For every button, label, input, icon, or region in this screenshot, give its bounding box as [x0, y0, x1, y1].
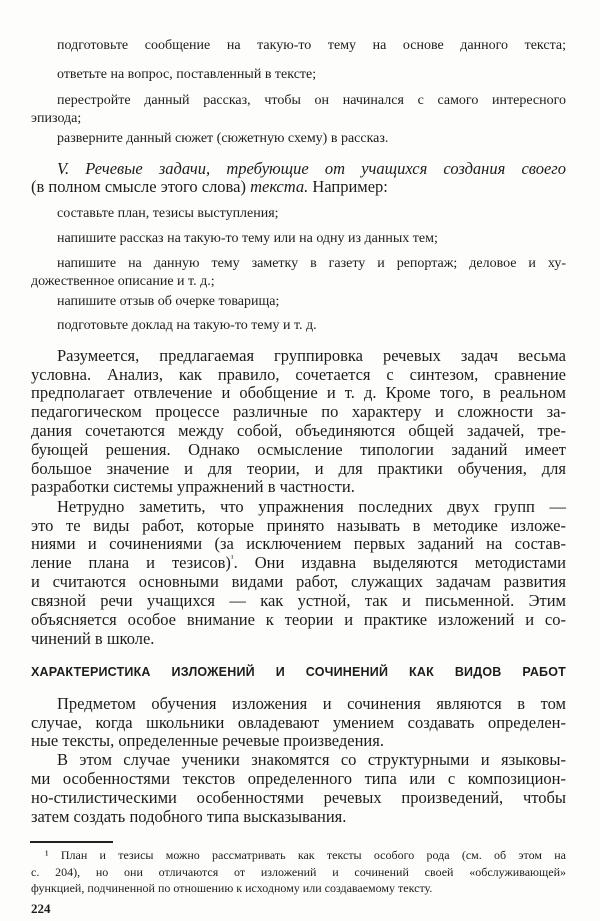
- text-segment: . Они издавна выделяются методистами: [233, 553, 566, 572]
- paragraph-line: предполагает отвлечение и обобщение и т. д. Кроме того, в реальном: [31, 383, 566, 402]
- list-item: напишите на данную тему заметку в газету и репортаж; деловое и ху-: [57, 256, 566, 271]
- list-item: перестройте данный рассказ, чтобы он начинался с самого интересного: [57, 93, 566, 108]
- paragraph-line: ные тексты, определенные речевые произведения.: [31, 731, 384, 750]
- list-item: напишите рассказ на такую-то тему или на одну из данных тем;: [57, 231, 438, 246]
- paragraph-line: дания сочетаются между собой, объединяются общей задачей, тре-: [31, 421, 566, 440]
- footnote-line: с. 204), но они отличаются от изложений и сочинений своей «обслуживающей»: [31, 865, 566, 879]
- paragraph-line: ниями и сочинениями (за исключением первых заданий на состав-: [31, 534, 566, 553]
- list-item: разверните данный сюжет (сюжетную схему) в рассказ.: [57, 131, 389, 146]
- list-item: ответьте на вопрос, поставленный в тексте;: [57, 67, 317, 82]
- paragraph-line: большое значение и для теории, и для практики обучения, для: [31, 459, 566, 478]
- paragraph-line: ми особенностями текстов определенного типа или с композицион-: [31, 769, 566, 788]
- paragraph-line: условна. Анализ, как правило, сочетается с синтезом, сравнение: [31, 365, 566, 384]
- paragraph-line: и считаются основными видами работ, служащих задачам развития: [31, 572, 566, 591]
- page-number: 224: [31, 901, 51, 916]
- paragraph-line: это те виды работ, которые принято называть в методике изложе-: [31, 516, 566, 535]
- paragraph-line: В этом случае ученики знакомятся со структурными и языковы-: [57, 750, 566, 769]
- paragraph-line: случае, когда школьники овладевают умением создавать определен-: [31, 713, 566, 732]
- paragraph-line: Разумеется, предлагаемая группировка речевых задач весьма: [57, 346, 566, 365]
- footnote-divider: [30, 841, 113, 843]
- paragraph-line: Предметом обучения изложения и сочинения являются в том: [57, 694, 566, 713]
- footnote-line: функцией, подчиненной по отношению к исходному или создаваемому тексту.: [31, 881, 433, 895]
- list-item: дожественное описание и т. д.;: [31, 274, 215, 289]
- list-item: подготовьте доклад на такую-то тему и т. д.: [57, 318, 317, 333]
- list-item: напишите отзыв об очерке товарища;: [57, 294, 280, 309]
- paragraph-line: чинений в школе.: [31, 629, 155, 648]
- text-segment: (в полном смысле этого слова): [31, 177, 251, 196]
- text-segment: ление плана и тезисов): [31, 553, 231, 572]
- paragraph-line: Нетрудно заметить, что упражнения последних двух групп —: [57, 497, 566, 516]
- footnote-ref[interactable]: ¹: [230, 553, 234, 563]
- text-segment: Например:: [308, 177, 388, 196]
- paragraph-line: бующей решения. Однако осмысление типологии заданий имеет: [31, 440, 566, 459]
- list-item: подготовьте сообщение на такую-то тему на основе данного текста;: [57, 38, 566, 53]
- list-item: эпизода;: [31, 111, 82, 126]
- text-segment: текста.: [250, 177, 309, 196]
- paragraph-line: разработки системы упражнений в частности.: [31, 477, 355, 496]
- paragraph-line: [31, 555, 566, 572]
- list-item: составьте план, тезисы выступления;: [57, 206, 279, 221]
- paragraph-line: объясняется особое внимание к теории и практике изложений и со-: [31, 610, 566, 629]
- section-heading-line: V. Речевые задачи, требующие от учащихся создания своего: [57, 159, 566, 178]
- section-heading-line: [31, 179, 388, 196]
- paragraph-line: затем создать подобного типа высказывания.: [31, 807, 347, 826]
- paragraph-line: связной речи учащихся — как устной, так и письменной. Этим: [31, 591, 566, 610]
- paragraph-line: педагогическом процессе различные по характеру и сложности за-: [31, 402, 566, 421]
- paragraph-line: но-стилистическими особенностями речевых произведений, чтобы: [31, 788, 566, 807]
- footnote-line: ¹ План и тезисы можно рассматривать как тексты особого рода (см. об этом на: [45, 848, 566, 862]
- section-heading: ХАРАКТЕРИСТИКА ИЗЛОЖЕНИЙ И СОЧИНЕНИЙ КАК ВИДОВ РАБОТ: [31, 665, 566, 679]
